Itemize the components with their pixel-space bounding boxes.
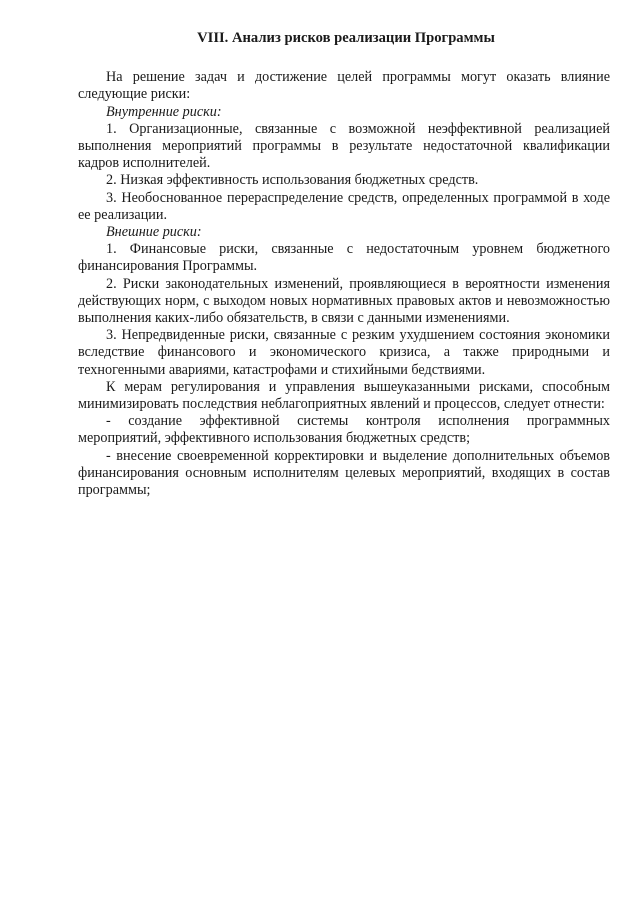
paragraph: 2. Низкая эффективность использования бюджетных средств.: [106, 172, 479, 189]
paragraph: 1. Организационные, связанные с возможной неэффективной реализацией выполнения мероприятий программы в результате недостаточной квалификации кадров исполнителей.: [78, 120, 610, 172]
paragraph: - внесение своевременной корректировки и выделение дополнительных объемов финансирования основным исполнителям целевых мероприятий, входящих в состав программы;: [78, 447, 610, 499]
subheading: Внутренние риски:: [106, 103, 222, 120]
paragraph: 2. Риски законодательных изменений, проявляющиеся в вероятности изменения действующих норм, с выходом новых нормативных правовых актов и невозможностью выполнения каких-либо обязательств, в связи с данными изменениями.: [78, 275, 610, 327]
section-title: VIII. Анализ рисков реализации Программы: [197, 30, 495, 46]
paragraph: 3. Непредвиденные риски, связанные с резким ухудшением состояния экономики вследствие финансового и экономического кризиса, а также природными и техногенными авариями, катастрофами и стихийными бедствиями.: [78, 327, 610, 378]
paragraph: На решение задач и достижение целей программы могут оказать влияние следующие риски:: [78, 69, 610, 103]
subheading: Внешние риски:: [106, 224, 202, 241]
paragraph: К мерам регулирования и управления вышеуказанными рисками, способным минимизировать последствия неблагоприятных явлений и процессов, следует отнести:: [78, 378, 610, 413]
paragraph: 3. Необоснованное перераспределение средств, определенных программой в ходе ее реализации.: [78, 189, 610, 223]
document-page: [78, 30, 610, 499]
paragraph: - создание эффективной системы контроля исполнения программных мероприятий, эффективного использования бюджетных средств;: [78, 413, 610, 447]
paragraph: 1. Финансовые риски, связанные с недостаточным уровнем бюджетного финансирования Программы.: [78, 241, 610, 275]
document-body: [78, 69, 610, 499]
